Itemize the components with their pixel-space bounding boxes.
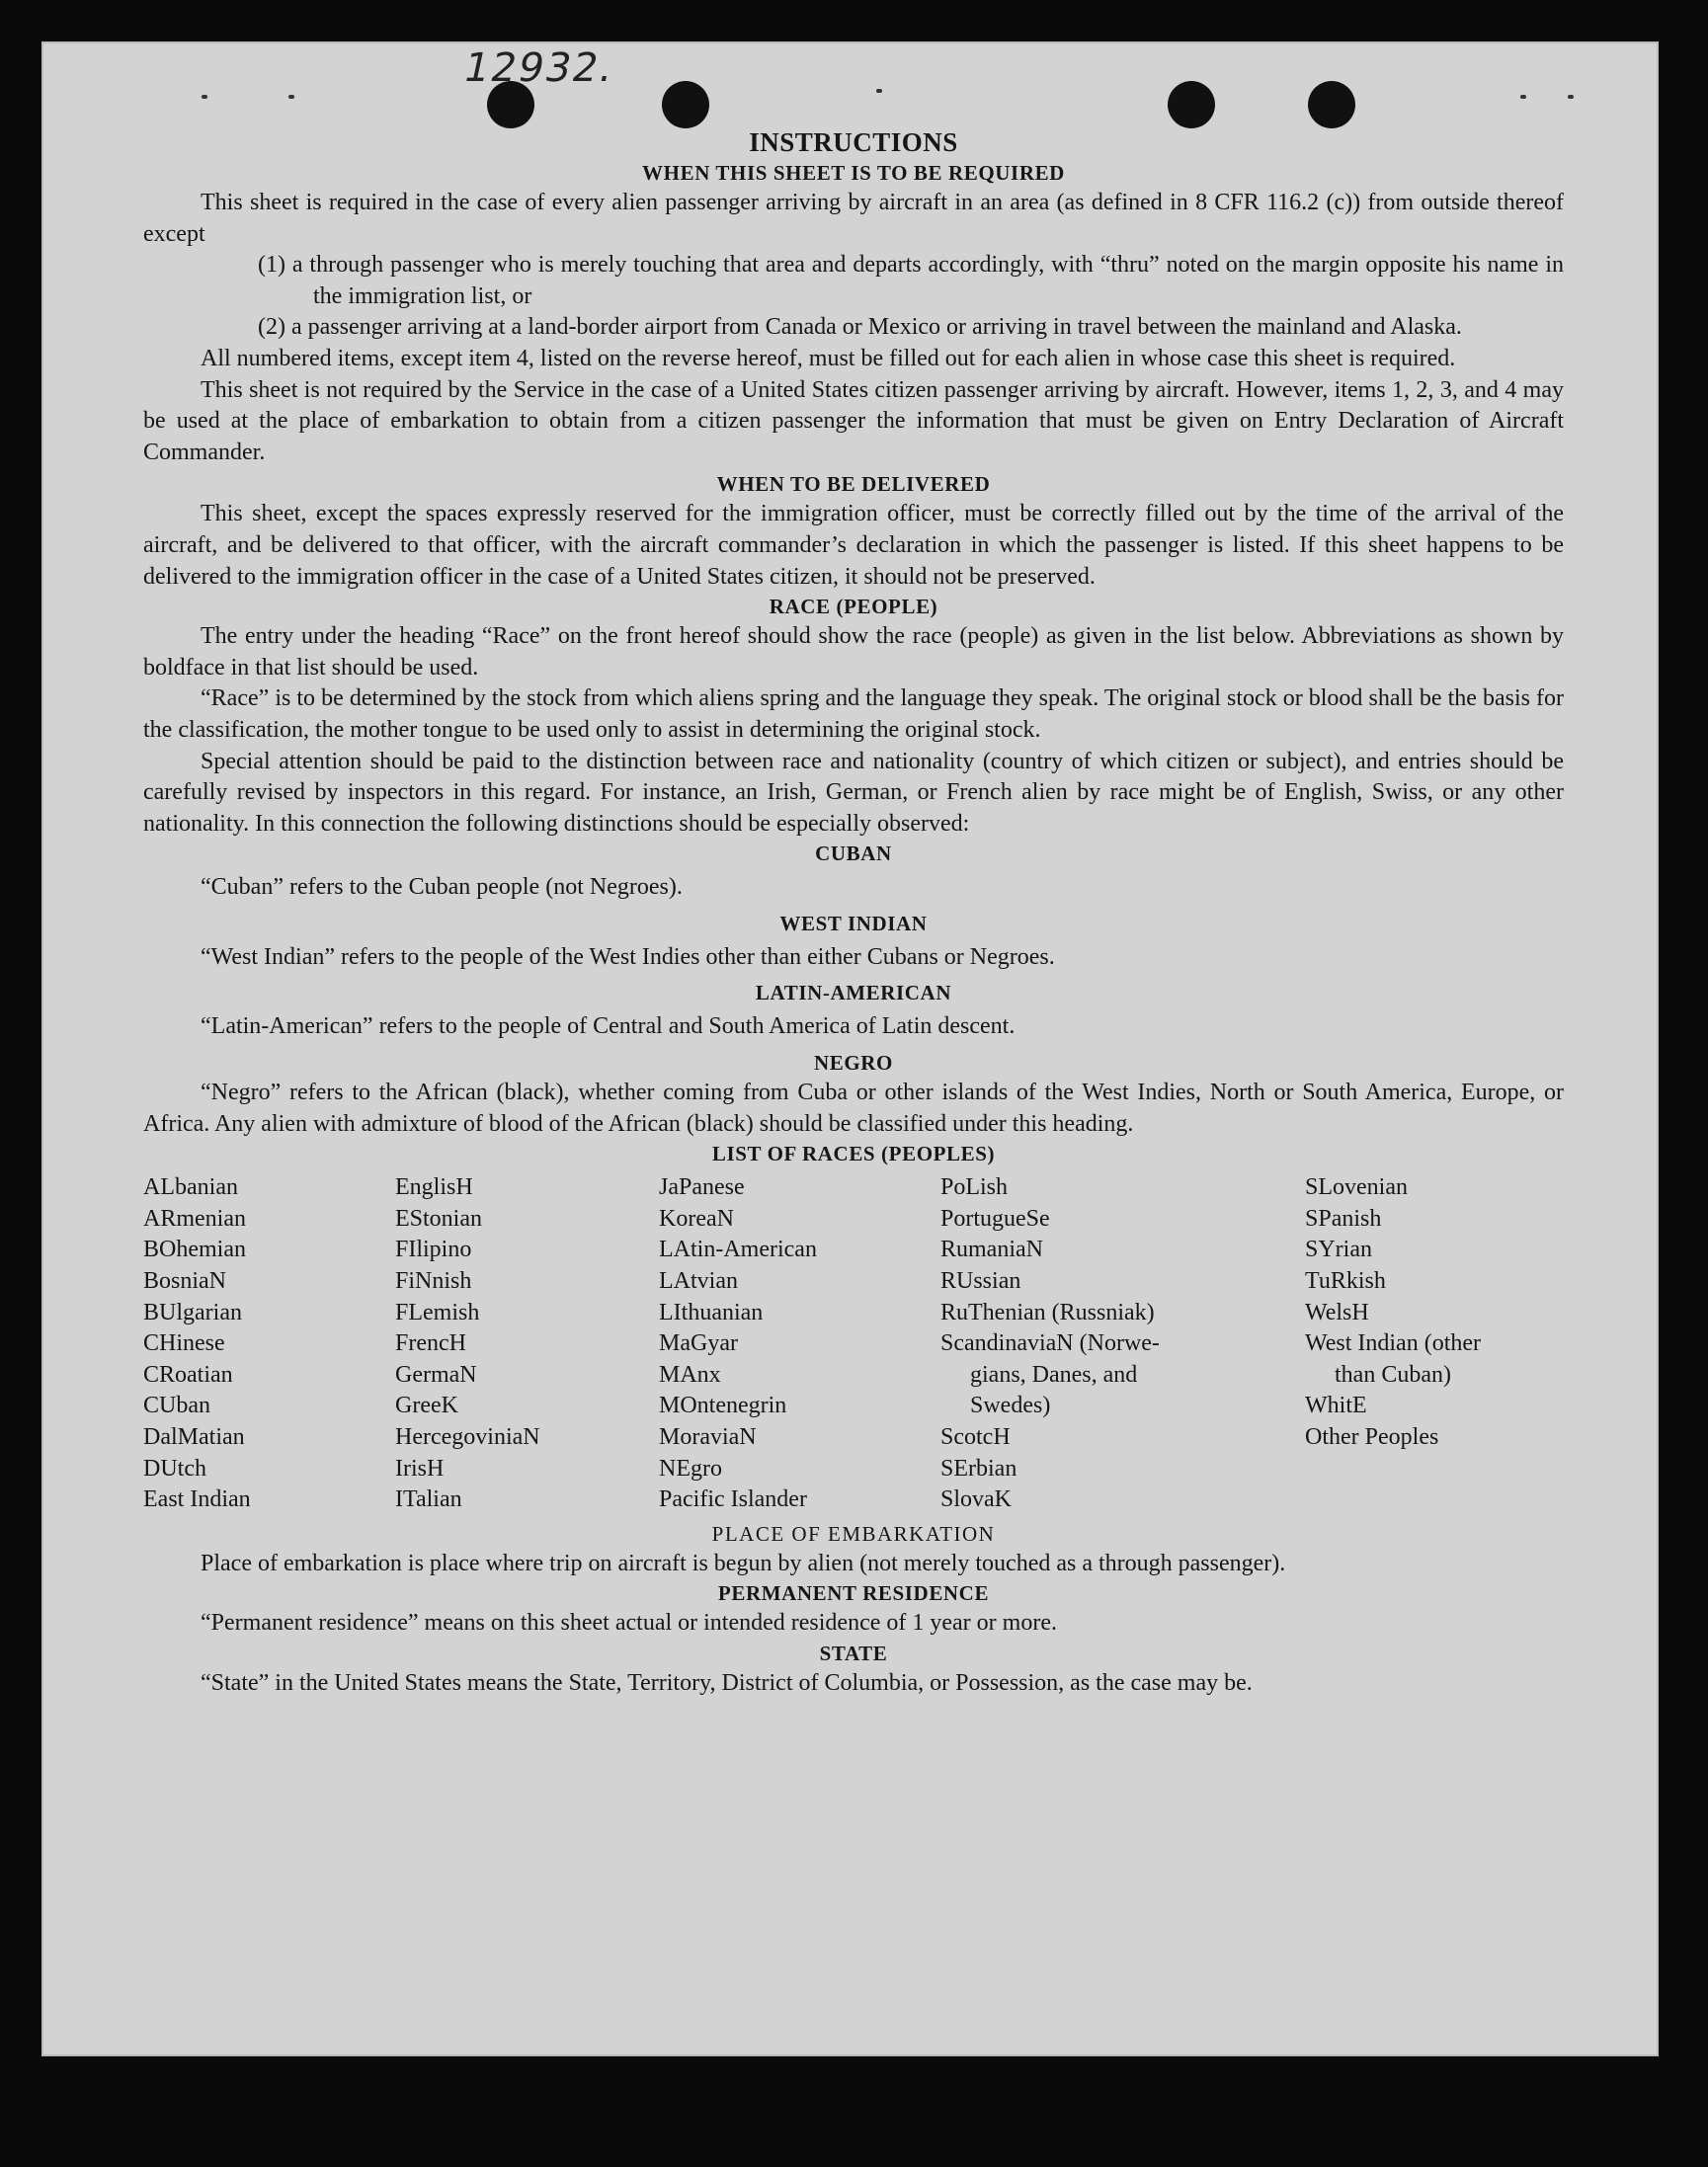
heading-race: RACE (PEOPLE) bbox=[769, 595, 938, 619]
race-entry: SPanish bbox=[1305, 1205, 1382, 1232]
race-entry: PoLish bbox=[940, 1174, 1009, 1201]
heading-when-delivered: WHEN TO BE DELIVERED bbox=[716, 472, 991, 497]
race-entry: FLemish bbox=[395, 1299, 480, 1325]
definition-cuban: “Cuban” refers to the Cuban people (not Negroes). bbox=[201, 874, 683, 901]
race-entry: EnglisH bbox=[395, 1174, 473, 1201]
definition-embarkation: Place of embarkation is place where trip on aircraft is begun by alien (not merely touched as a through passenger). bbox=[201, 1550, 1286, 1576]
races-list bbox=[143, 1172, 1564, 1516]
race-entry: BUlgarian bbox=[143, 1299, 242, 1325]
race-entry: ScandinaviaN (Norwe- bbox=[940, 1330, 1160, 1357]
speck bbox=[876, 89, 882, 93]
definition-negro: “Negro” refers to the African (black), whether coming from Cuba or other islands of the West Indies, North or South America, Europe, or Africa. Any alien with admixture of blood of the African (black) should be classified under this heading. bbox=[143, 1080, 1564, 1137]
races-column-4 bbox=[940, 1172, 1305, 1516]
race-entry: DalMatian bbox=[143, 1424, 245, 1450]
instructions-content bbox=[143, 125, 1564, 1700]
race-entry: NEgro bbox=[659, 1455, 722, 1482]
race-entry: LIthuanian bbox=[659, 1299, 764, 1325]
race-entry: GermaN bbox=[395, 1361, 477, 1388]
heading-place-of-embarkation: PLACE OF EMBARKATION bbox=[711, 1521, 996, 1546]
race-entry: SErbian bbox=[940, 1455, 1017, 1482]
heading-cuban: CUBAN bbox=[815, 842, 892, 866]
race-entry: MAnx bbox=[659, 1361, 721, 1388]
definition-west-indian: “West Indian” refers to the people of the West Indies other than either Cubans or Negroes. bbox=[201, 943, 1055, 970]
page-title: INSTRUCTIONS bbox=[749, 127, 958, 157]
race-entry: PortugueSe bbox=[940, 1205, 1050, 1232]
race-entry: FIlipino bbox=[395, 1237, 472, 1263]
punch-hole bbox=[1308, 81, 1355, 128]
heading-permanent-residence: PERMANENT RESIDENCE bbox=[717, 1581, 990, 1606]
race-entry: SlovaK bbox=[940, 1486, 1012, 1513]
race-entry: CRoatian bbox=[143, 1361, 233, 1388]
paragraph: The entry under the heading “Race” on the front hereof should show the race (people) as given in the list below. Abbreviations as shown by boldface in that list should be used. bbox=[143, 623, 1564, 681]
heading-when-required: WHEN THIS SHEET IS TO BE REQUIRED bbox=[642, 161, 1065, 185]
race-entry: West Indian (other bbox=[1305, 1330, 1482, 1357]
race-entry-continued: than Cuban) bbox=[1335, 1361, 1451, 1388]
paragraph: This sheet is required in the case of every alien passenger arriving by aircraft in an area (as defined in 8 CFR 116.2 (c)) from outside thereof except bbox=[143, 190, 1564, 247]
speck bbox=[1568, 95, 1574, 99]
race-entry: RUssian bbox=[940, 1268, 1021, 1295]
heading-list-of-races: LIST OF RACES (PEOPLES) bbox=[711, 1142, 996, 1166]
race-entry: ITalian bbox=[395, 1486, 462, 1513]
race-entry: MaGyar bbox=[659, 1330, 738, 1357]
heading-negro: NEGRO bbox=[813, 1051, 893, 1076]
speck bbox=[288, 95, 294, 99]
speck bbox=[202, 95, 207, 99]
exception-item-2: (2) a passenger arriving at a land-border airport from Canada or Mexico or arriving in travel between the mainland and Alaska. bbox=[258, 314, 1462, 341]
race-entry: IrisH bbox=[395, 1455, 445, 1482]
race-entry: FrencH bbox=[395, 1330, 466, 1357]
race-entry: Pacific Islander bbox=[659, 1486, 807, 1513]
race-entry: KoreaN bbox=[659, 1205, 734, 1232]
race-entry: TuRkish bbox=[1305, 1268, 1386, 1295]
race-entry: DUtch bbox=[143, 1455, 206, 1482]
race-entry: ALbanian bbox=[143, 1174, 238, 1201]
race-entry: SYrian bbox=[1305, 1237, 1372, 1263]
races-column-3 bbox=[659, 1172, 940, 1516]
definition-state: “State” in the United States means the State, Territory, District of Columbia, or Possession, as the case may be. bbox=[201, 1669, 1253, 1696]
race-entry-continued: gians, Danes, and bbox=[970, 1361, 1138, 1388]
race-entry: WelsH bbox=[1305, 1299, 1369, 1325]
race-entry: RumaniaN bbox=[940, 1237, 1043, 1263]
race-entry: SLovenian bbox=[1305, 1174, 1408, 1201]
race-entry: CUban bbox=[143, 1393, 210, 1419]
race-entry: LAtin-American bbox=[659, 1237, 817, 1263]
definition-residence: “Permanent residence” means on this sheet actual or intended residence of 1 year or more. bbox=[201, 1610, 1057, 1637]
punch-hole bbox=[662, 81, 709, 128]
definition-latin-american: “Latin-American” refers to the people of Central and South America of Latin descent. bbox=[201, 1013, 1016, 1040]
race-entry: WhitE bbox=[1305, 1393, 1367, 1419]
paragraph: Special attention should be paid to the distinction between race and nationality (country of which citizen or subject), and entries should be carefully revised by inspectors in this regard. For instance, an Irish, German, or French alien by race might be of English, Swiss, or any other nationality. In this connection the following distinctions should be especially observed: bbox=[143, 748, 1564, 837]
race-entry: RuThenian (Russniak) bbox=[940, 1299, 1155, 1325]
exception-item-1: (1) a through passenger who is merely touching that area and departs accordingly, with “thru” noted on the margin opposite his name in the immigration list, or bbox=[258, 252, 1564, 309]
races-column-2 bbox=[395, 1172, 659, 1516]
race-entry: ScotcH bbox=[940, 1424, 1011, 1450]
punch-hole bbox=[1168, 81, 1215, 128]
race-entry: HercegoviniaN bbox=[395, 1424, 540, 1450]
heading-latin-american: LATIN-AMERICAN bbox=[755, 981, 952, 1005]
handwritten-number: 12932. bbox=[459, 45, 619, 91]
race-entry: BosniaN bbox=[143, 1268, 226, 1295]
speck bbox=[1520, 95, 1526, 99]
paragraph: This sheet, except the spaces expressly reserved for the immigration officer, must be correctly filled out by the time of the arrival of the aircraft, and be delivered to that officer, with the aircraft commander’s declaration in which the passenger is listed. If this sheet happens to be delivered to the immigration officer in the case of a United States citizen, it should not be preserved. bbox=[143, 501, 1564, 590]
race-entry: MOntenegrin bbox=[659, 1393, 787, 1419]
race-entry: MoraviaN bbox=[659, 1424, 757, 1450]
races-column-5 bbox=[1305, 1172, 1564, 1516]
race-entry: ARmenian bbox=[143, 1205, 246, 1232]
race-entry: BOhemian bbox=[143, 1237, 246, 1263]
heading-state: STATE bbox=[819, 1641, 888, 1665]
race-entry: FiNnish bbox=[395, 1268, 472, 1295]
race-entry: GreeK bbox=[395, 1393, 458, 1419]
race-entry: JaPanese bbox=[659, 1174, 745, 1201]
paragraph: “Race” is to be determined by the stock from which aliens spring and the language they speak. The original stock or blood shall be the basis for the classification, the mother tongue to be used only to assist in determining the original stock. bbox=[143, 685, 1564, 743]
race-entry-continued: Swedes) bbox=[970, 1393, 1051, 1419]
race-entry: Other Peoples bbox=[1305, 1424, 1439, 1450]
heading-west-indian: WEST INDIAN bbox=[779, 911, 928, 935]
race-entry: CHinese bbox=[143, 1330, 225, 1357]
races-column-1 bbox=[143, 1172, 395, 1516]
race-entry: East Indian bbox=[143, 1486, 251, 1513]
paragraph: All numbered items, except item 4, listed on the reverse hereof, must be filled out for each alien in whose case this sheet is required. bbox=[201, 345, 1456, 371]
race-entry: LAtvian bbox=[659, 1268, 738, 1295]
paragraph: This sheet is not required by the Service in the case of a United States citizen passenger arriving by aircraft. However, items 1, 2, 3, and 4 may be used at the place of embarkation to obtain from a citizen passenger the information that must be given on Entry Declaration of Aircraft Commander. bbox=[143, 376, 1564, 465]
race-entry: EStonian bbox=[395, 1205, 482, 1232]
